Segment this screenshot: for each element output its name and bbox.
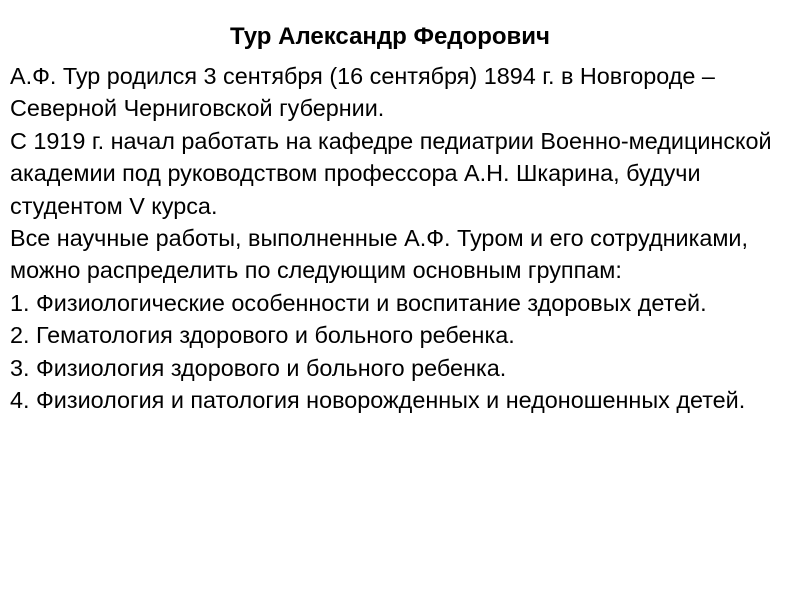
- paragraph-career: С 1919 г. начал работать на кафедре педиатрии Военно-медицинской академии под руководством профессора А.Н. Шкарина, будучи студентом V курса.: [10, 127, 772, 219]
- paragraph-birth: А.Ф. Тур родился 3 сентября (16 сентября) 1894 г. в Новгороде – Северной Черниговской губернии.: [10, 63, 715, 122]
- list-item-1: 1. Физиологические особенности и воспитание здоровых детей.: [10, 289, 707, 316]
- slide-title: Тур Александр Федорович: [230, 23, 550, 50]
- list-item-4: 4. Физиология и патология новорожденных и недоношенных детей.: [10, 387, 746, 414]
- slide-body: [10, 60, 795, 416]
- paragraph-research-intro: Все научные работы, выполненные А.Ф. Туром и его сотрудниками, можно распределить по следующим основным группам:: [10, 225, 748, 284]
- list-item-2: 2. Гематология здорового и больного ребенка.: [10, 322, 515, 349]
- list-item-3: 3. Физиология здорового и больного ребенка.: [10, 354, 507, 381]
